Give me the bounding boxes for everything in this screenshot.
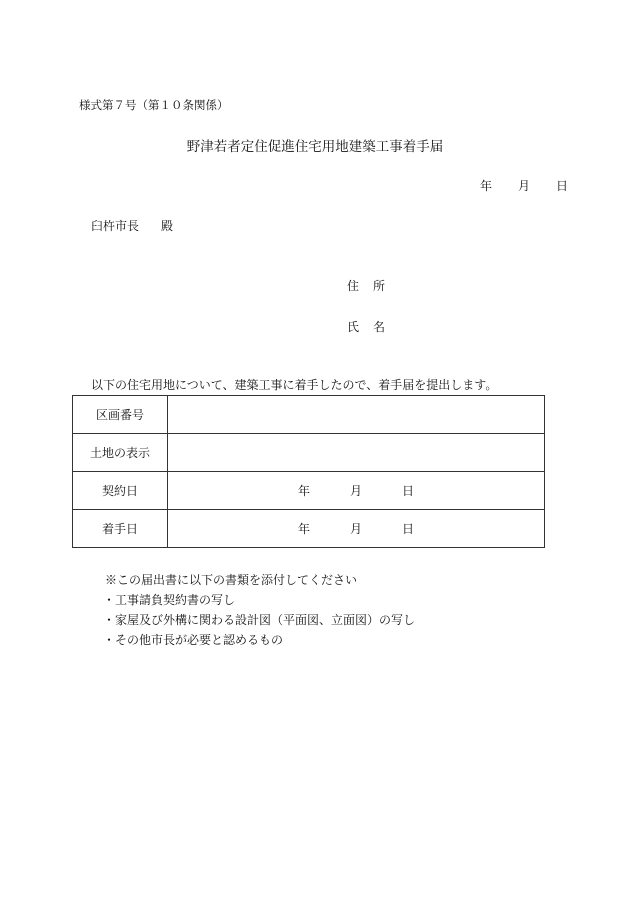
name-label-char-2: 名 [373,320,386,334]
submission-date [480,177,568,194]
addressee-suffix: 殿 [161,219,174,233]
start-day: 日 [402,522,415,536]
date-year-label: 年 [480,179,493,193]
parcel-number-value[interactable] [168,396,545,434]
attachment-notes [105,570,415,650]
table-row [73,472,545,510]
form-number: 様式第７号（第１０条関係） [79,98,229,112]
address-label-char-1: 住 [347,279,360,293]
table-row [73,396,545,434]
date-month-label: 月 [518,179,531,193]
land-description-value[interactable] [168,434,545,472]
addressee [91,217,173,234]
info-table [72,395,545,548]
contract-date-label: 契約日 [73,472,168,510]
list-item: ・家屋及び外構に関わる設計図（平面図、立面図）の写し [103,613,416,627]
parcel-number-label: 区画番号 [73,396,168,434]
applicant-address [347,277,385,294]
address-label-char-2: 所 [373,279,386,293]
contract-day: 日 [402,484,415,498]
list-item: ・その他市長が必要と認めるもの [103,633,284,647]
document-title: 野津若者定住促進住宅用地建築工事着手届 [186,139,444,155]
start-date-label: 着手日 [73,510,168,548]
start-month: 月 [349,522,362,536]
applicant-name [347,318,385,335]
notes-header: ※この届出書に以下の書類を添付してください [105,573,358,587]
table-row [73,434,545,472]
contract-month: 月 [349,484,362,498]
addressee-name: 臼杵市長 [91,219,140,233]
list-item: ・工事請負契約書の写し [103,593,236,607]
start-year: 年 [297,522,310,536]
contract-year: 年 [297,484,310,498]
contract-date-value[interactable] [168,472,545,510]
table-row [73,510,545,548]
land-description-label: 土地の表示 [73,434,168,472]
date-day-label: 日 [556,179,569,193]
intro-text: 以下の住宅用地について、建築工事に着手したので、着手届を提出します。 [91,378,498,392]
name-label-char-1: 氏 [347,320,360,334]
start-date-value[interactable] [168,510,545,548]
